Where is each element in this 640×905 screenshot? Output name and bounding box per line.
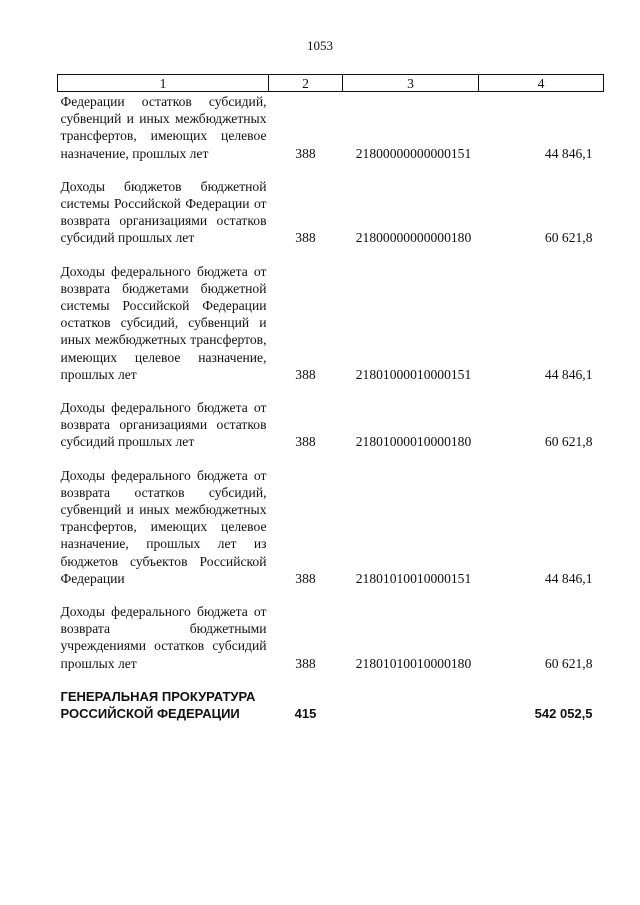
row-name: Доходы федерального бюджета от возврата бюджетами бюджетной системы Российской Федерации остатков субсидий, субвенций и иных межбюджетных трансфертов, имеющих целевое назначение, прошлых лет [60, 263, 267, 382]
row-admin-code: 388 [295, 655, 316, 671]
row-admin-code: 388 [295, 366, 316, 382]
row-amount: 44 846,1 [544, 570, 593, 586]
row-amount: 44 846,1 [544, 366, 593, 382]
row-admin-code: 388 [295, 434, 316, 450]
table-header [58, 75, 604, 92]
row-admin-code: 388 [295, 570, 316, 586]
row-amount: 44 846,1 [544, 145, 593, 161]
total-amount: 542 052,5 [534, 706, 593, 722]
table-row [58, 162, 604, 247]
row-admin-code: 388 [295, 145, 316, 161]
header-col-1: 1 [58, 75, 269, 92]
row-income-code: 21801000010000151 [355, 366, 472, 382]
budget-table [57, 74, 604, 722]
row-amount: 60 621,8 [544, 655, 593, 671]
table-row [58, 451, 604, 587]
table-row [58, 247, 604, 383]
table-row [58, 587, 604, 672]
row-income-code: 21801010010000180 [355, 655, 472, 671]
row-name: Доходы федерального бюджета от возврата организациями остатков субсидий прошлых лет [60, 400, 267, 450]
table-body [58, 92, 604, 723]
row-income-code: 21800000000000151 [355, 145, 472, 161]
row-name: Доходы бюджетов бюджетной системы Российской Федерации от возврата организациями остатков субсидий прошлых лет [60, 178, 267, 246]
page-number: 1053 [307, 38, 333, 53]
total-admin-code: 415 [294, 706, 317, 722]
header-row [58, 75, 604, 92]
row-amount: 60 621,8 [544, 434, 593, 450]
row-income-code: 21801010010000151 [355, 570, 472, 586]
row-income-code: 21801000010000180 [355, 434, 472, 450]
row-amount: 60 621,8 [544, 230, 593, 246]
header-col-2: 2 [269, 75, 343, 92]
row-name: Доходы федерального бюджета от возврата остатков субсидий, субвенций и иных межбюджетных трансфертов, имеющих целевое назначение, прошлых лет из бюджетов субъектов Российской Федерации [60, 467, 267, 586]
table-row [58, 92, 604, 162]
row-name: Федерации остатков субсидий, субвенций и иных межбюджетных трансфертов, имеющих целевое назначение, прошлых лет [60, 94, 267, 161]
total-name: ГЕНЕРАЛЬНАЯ ПРОКУРАТУРА РОССИЙСКОЙ ФЕДЕРАЦИИ [60, 688, 256, 722]
header-col-3: 3 [343, 75, 479, 92]
total-income-code [343, 672, 479, 722]
header-col-4: 4 [479, 75, 604, 92]
row-admin-code: 388 [295, 230, 316, 246]
total-row [58, 672, 604, 722]
row-income-code: 21800000000000180 [355, 230, 472, 246]
row-name: Доходы федерального бюджета от возврата бюджетными учреждениями остатков субсидий прошлых лет [60, 604, 267, 671]
table-row [58, 383, 604, 451]
